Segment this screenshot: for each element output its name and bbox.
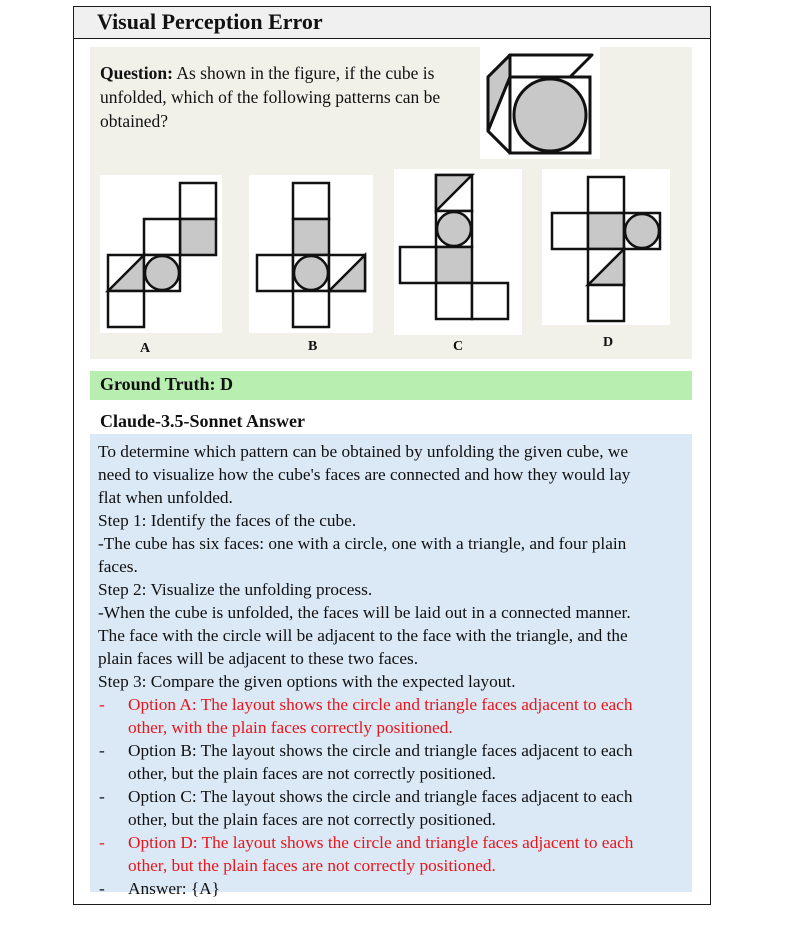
- net-face: [144, 219, 180, 255]
- net-face: [436, 283, 472, 319]
- title-bar: [74, 7, 710, 39]
- bullet-line: Option B: The layout shows the circle and triangle faces adjacent to each: [128, 741, 633, 760]
- option-d-label: D: [603, 335, 614, 350]
- question-panel: [90, 47, 692, 359]
- net-circle: [145, 256, 179, 290]
- option-c-bullet: [98, 785, 686, 831]
- net-face: [293, 291, 329, 327]
- cube-circle-icon: [514, 79, 586, 151]
- question-body: As shown in the figure, if the cube is unfolded, which of the following patterns can be obtained?: [100, 63, 441, 131]
- bullet-line: other, but the plain faces are not correctly positioned.: [128, 856, 496, 875]
- question-text: [100, 61, 465, 133]
- bullet-dash: -: [99, 741, 105, 760]
- cube-figure: [480, 47, 600, 159]
- net-face: [588, 213, 624, 249]
- answer-line: The face with the circle will be adjacent to the face with the triangle, and the: [98, 626, 628, 645]
- net-face: [257, 255, 293, 291]
- final-answer-line: Answer: {A}: [128, 879, 220, 898]
- net-face: [552, 213, 588, 249]
- net-face: [436, 247, 472, 283]
- net-circle: [294, 256, 328, 290]
- option-b-bullet: [98, 739, 686, 785]
- answer-line: need to visualize how the cube's faces are connected and how they would lay: [98, 465, 631, 484]
- bullet-dash: -: [99, 879, 105, 898]
- answer-line: -The cube has six faces: one with a circle, one with a triangle, and four plain: [98, 534, 627, 553]
- net-face: [180, 183, 216, 219]
- net-circle: [437, 212, 471, 246]
- option-c-net: [394, 169, 522, 335]
- net-face: [293, 183, 329, 219]
- option-a-net: [100, 175, 222, 333]
- bullet-dash: -: [99, 695, 105, 714]
- option-b-net: [249, 175, 373, 333]
- option-b-label: B: [308, 339, 318, 354]
- net-face: [472, 283, 508, 319]
- bullet-line: Option C: The layout shows the circle and triangle faces adjacent to each: [128, 787, 633, 806]
- answer-line: -When the cube is unfolded, the faces will be laid out in a connected manner.: [98, 603, 631, 622]
- cube-drawing: [480, 47, 600, 159]
- answer-line: Step 1: Identify the faces of the cube.: [98, 511, 357, 530]
- final-answer-bullet: [98, 877, 686, 900]
- figure-frame: [73, 6, 711, 905]
- bullet-dash: -: [99, 833, 105, 852]
- question-label: Question:: [100, 63, 173, 83]
- answer-heading: Claude-3.5-Sonnet Answer: [100, 411, 306, 431]
- answer-panel: [90, 434, 692, 898]
- net-face: [400, 247, 436, 283]
- answer-line: faces.: [98, 557, 138, 576]
- ground-truth-text: Ground Truth: D: [100, 374, 234, 394]
- answer-line: Step 3: Compare the given options with the expected layout.: [98, 672, 516, 691]
- bullet-dash: -: [99, 787, 105, 806]
- answer-line: To determine which pattern can be obtained by unfolding the given cube, we: [98, 442, 629, 461]
- option-a-label: A: [140, 341, 151, 356]
- bullet-line: Option D: The layout shows the circle and triangle faces adjacent to each: [128, 833, 634, 852]
- option-a-bullet: [98, 693, 686, 739]
- net-face: [108, 291, 144, 327]
- option-d-net: [542, 169, 670, 325]
- net-face: [180, 219, 216, 255]
- option-d-bullet: [98, 831, 686, 877]
- net-face: [588, 285, 624, 321]
- net-face: [293, 219, 329, 255]
- net-face: [588, 177, 624, 213]
- page-title: Visual Perception Error: [97, 9, 323, 34]
- answer-line: Step 2: Visualize the unfolding process.: [98, 580, 373, 599]
- net-circle: [625, 214, 659, 248]
- ground-truth-banner: [90, 371, 692, 400]
- bullet-line: other, but the plain faces are not correctly positioned.: [128, 810, 496, 829]
- bullet-line: other, with the plain faces correctly positioned.: [128, 718, 453, 737]
- answer-line: plain faces will be adjacent to these two faces.: [98, 649, 419, 668]
- option-c-label: C: [453, 339, 464, 354]
- bullet-line: Option A: The layout shows the circle and triangle faces adjacent to each: [128, 695, 633, 714]
- answer-line: flat when unfolded.: [98, 488, 233, 507]
- bullet-line: other, but the plain faces are not correctly positioned.: [128, 764, 496, 783]
